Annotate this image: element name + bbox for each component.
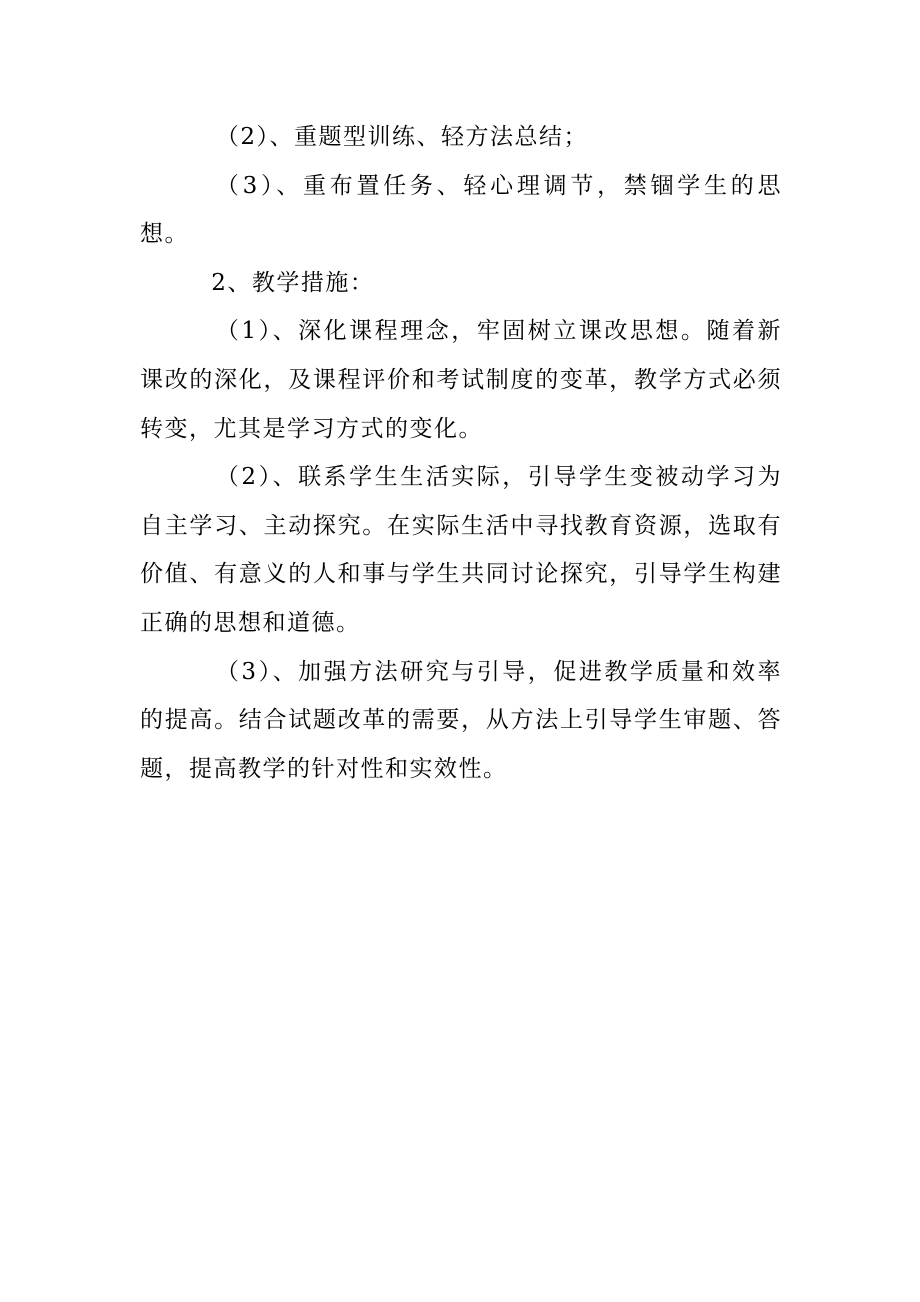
list-item-measure-1: （1）、深化课程理念，牢固树立课改思想。随着新课改的深化，及课程评价和考试制度的变革，教学方式必须转变，尤其是学习方式的变化。: [140, 318, 782, 442]
list-item-measure-2: （2）、联系学生生活实际，引导学生变被动学习为自主学习、主动探究。在实际生活中寻找教育资源，选取有价值、有意义的人和事与学生共同讨论探究，引导学生构建正确的思想和道德。: [140, 464, 782, 636]
section-heading-measures: 2、教学措施：: [211, 269, 375, 296]
list-item-weakness-2: （2）、重题型训练、轻方法总结；: [215, 124, 589, 150]
list-item-weakness-3: （3）、重布置任务、轻心理调节，禁锢学生的思想。: [140, 172, 782, 248]
document-body: [140, 113, 782, 793]
list-item-measure-3: （3）、加强方法研究与引导，促进教学质量和效率的提高。结合试题改革的需要，从方法上引导学生审题、答题，提高教学的针对性和实效性。: [140, 658, 782, 782]
